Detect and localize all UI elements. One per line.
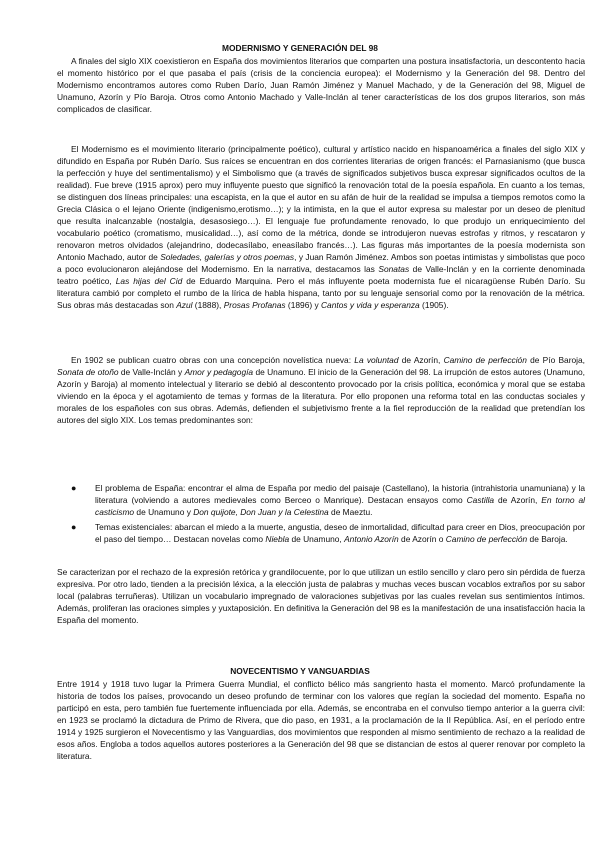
bullet-icon: ● [71, 483, 77, 493]
text-run: Temas existenciales: abarcan el miedo a la muerte, angustia, deseo de inmortalidad, dificultad para creer en Dios, preocupación por el paso del tiempo… Destacan novelas como [95, 522, 585, 544]
themes-list [57, 482, 585, 548]
bullet-icon: ● [71, 522, 77, 532]
text-run: En 1902 se publican cuatro obras con una concepción novelística nueva: [71, 355, 355, 365]
paragraph-intro: A finales del siglo XIX coexistieron en España dos movimientos literarios que comparten una postura insatisfactoria, un descontento hacia el momento histórico por el que pasaba el país (crisis de la conciencia europea): el Modernismo y la Generación del 98. Dentro del Modernismo encontramos autores como Ruben Darío, Juan Ramón Jiménez y Manuel Machado, y de la Generación del 98, Miguel de Unamuno, Azorín y Pío Baroja. Otros como Antonio Machado y Valle-Inclán al tener características de los dos grupos literarios, son más complicados de clasificar. [57, 56, 585, 114]
text-run: , y Juan Ramón Jiménez. Ambos son poetas intimistas y simbolistas que poco a poco evolucionaron alejándose del Modernismo. En la narrativa, destacamos las [57, 252, 585, 274]
text-run: (1905). [419, 300, 449, 310]
work-title: Sonatas [378, 264, 410, 274]
text-run: (1896) y [285, 300, 321, 310]
work-title: Niebla [265, 534, 290, 544]
text-run: de Eduardo Marquina. Pero el más influyente poeta modernista fue el nicaragüense Rubén Darío. Su literatura cambió por completo el rumbo de la lírica de habla hispana, tanto por su lenguaje sensorial como por la renovación de la métrica. Sus obras más destacadas son [57, 276, 586, 310]
work-title: Camino de perfección [445, 534, 528, 544]
work-title: En torno al casticismo [95, 495, 585, 517]
work-title: Soledades, galerías y otros poemas [160, 252, 295, 262]
work-title: Antonio Azorín [344, 534, 399, 544]
work-title: La voluntad [354, 355, 399, 365]
work-title: Don quijote, Don Juan y la Celestina [193, 507, 329, 517]
text-run: de Valle-Inclán y [118, 367, 185, 377]
text-run: de Pío Baroja, [526, 355, 585, 365]
text-run: de Unamuno. El inicio de la Generación del 98. La irrupción de estos autores (Unamuno, Azorín y Baroja) al momento intelectual y literario se debió al descontento provocado por la crisis política, económica y moral que se estaba viviendo en la época y el agotamiento de temas y formas de la literatura. Por ello proponen una reforma total en las conductas sociales y morales de los españoles con sus obras. Además, defienden el subjetivismo frente a la fiel reproducción de la realidad que pretendían los autores del siglo XIX. Los temas predominantes son: [57, 367, 585, 425]
list-item [57, 521, 585, 545]
paragraph-generacion-98 [57, 354, 585, 426]
text-run: de Valle-Inclán y en la corriente denominada teatro poético, [57, 264, 585, 286]
text-run: de Azorín, [494, 495, 542, 505]
work-title: Azul [176, 300, 193, 310]
paragraph-estilo: Se caracterizan por el rechazo de la expresión retórica y grandilocuente, por lo que utilizan un estilo sencillo y claro pero sin pérdida de fuerza expresiva. Por otro lado, tienden a la precisión léxica, a la elección justa de palabras y muchas veces buscan vocablos extraños por su sabor local (palabras terruñeras). Utilizan un vocabulario impregnado de valoraciones subjetivas por las cuales revelan sus sentimientos íntimos. Además, proliferan las oraciones simples y yuxtaposición. En definitiva la Generación del 98 es la manifestación de una insatisfacción hacia la España del momento. [57, 567, 585, 625]
work-title: Las hijas del Cid [115, 276, 183, 286]
text-run: de Maeztu. [328, 507, 373, 517]
work-title: Sonata de otoño [57, 367, 119, 377]
text-run: de Azorín, [398, 355, 444, 365]
work-title: Cantos y vida y esperanza [321, 300, 420, 310]
text-run: El Modernismo es el movimiento literario (principalmente poético), cultural y artístico nacido en hispanoamérica a finales del siglo XIX y difundido en España por Rubén Darío. Sus raíces se encuentran en dos corrientes literarias de origen francés: el Parnasianismo (que busca la perfección y huye del sentimentalismo) y el Simbolismo que (a través de significados subjetivos busca expresar significados ocultos de la realidad). Fue breve (1915 aprox) pero muy influyente puesto que significó la renovación total de la poesía española. En cuanto a los temas, se distinguen dos líneas principales: una escapista, en la que el autor en su afán de huir de la realidad se impulsa a tiempos remotos como la Grecia Clásica o el lejano Oriente (indigenismo,erotismo…); y la intimista, en la que el autor expresa su malestar por un deseo de plenitud que resulta inalcanzable (nostalgia, desasosiego…). El lenguaje fue profundamente renovado, lo que produjo un enriquecimiento del vocabulario poético (cromatismo, musicalidad…), así como de la métrica, donde se introdujeron nuevas estrofas y ritmos, y rescataron y renovaron metros olvidados (alejandrino, dodecasílabo, eneasílabo francés…). Las figuras más importantes de la poesía modernista son Antonio Machado, autor de [57, 144, 585, 262]
section-title-novecentismo: NOVECENTISMO Y VANGUARDIAS [230, 666, 370, 676]
work-title: Prosas Profanas [223, 300, 286, 310]
text-run: de Azorín o [398, 534, 446, 544]
work-title: Amor y pedagogía [184, 367, 254, 377]
paragraph-modernismo [57, 143, 585, 311]
section-title-modernismo: MODERNISMO Y GENERACIÓN DEL 98 [222, 43, 378, 53]
text-run: de Unamuno y [134, 507, 194, 517]
text-run: (1888), [192, 300, 224, 310]
work-title: Camino de perfección [443, 355, 527, 365]
text-run: de Baroja. [527, 534, 568, 544]
list-item [57, 482, 585, 518]
text-run: El problema de España: encontrar el alma de España por medio del paisaje (Castellano), la historia (intrahistoria unamuniana) y la literatura (volviendo a autores medievales como Berceo o Manrique). Destacan ensayos como [95, 483, 585, 505]
work-title: Castilla [466, 495, 495, 505]
paragraph-novecentismo: Entre 1914 y 1918 tuvo lugar la Primera Guerra Mundial, el conflicto bélico más sangriento hasta el momento. Marcó profundamente la historia de todos los países, provocando un deseo profundo de terminar con los valores que regían la sociedad del momento. España no participó en esta, pero también fue fuertemente influenciada por ella. Además, se encontraba en el convulso tiempo anterior a la guerra civil: en 1923 se proclamó la dictadura de Primo de Rivera, que dio paso, en 1931, a la proclamación de la II República. Así, en el período entre 1914 y 1925 surgieron el Novecentismo y las Vanguardias, dos movimientos que responden al mismo sentimiento de rechazo a la realidad de esos años. Engloba a todos aquellos autores posteriores a la Generación del 98 que se distancian de estos al querer renovar por completo la literatura. [57, 679, 585, 761]
text-run: de Unamuno, [289, 534, 345, 544]
